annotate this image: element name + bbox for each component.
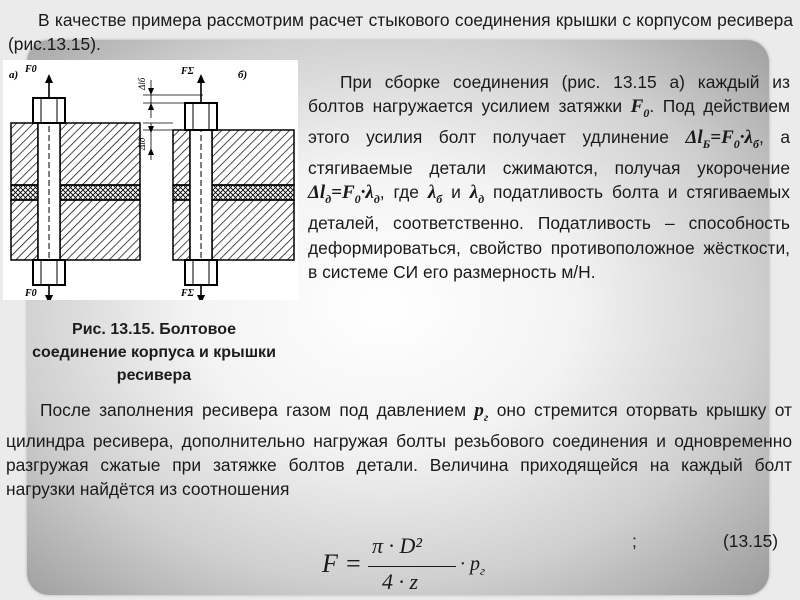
- formula-denominator: 4 · z: [382, 569, 419, 594]
- force-fsigma-bottom-label: FΣ: [181, 288, 194, 299]
- formula-lhs: F =: [322, 549, 362, 578]
- formula-separator: ;: [632, 531, 637, 551]
- shortening-formula: $\Delta l_д=F_0\cdot\lambda_д$: [308, 182, 380, 207]
- equation-number: (13.15): [723, 531, 779, 551]
- force-f0-top-label: F0: [25, 64, 37, 75]
- elongation-formula: $\Delta l_Б=F_0\cdot\lambda_б$: [685, 127, 759, 151]
- assembly-a: [11, 74, 140, 300]
- assembly-b: [173, 74, 294, 300]
- dimension-label-lb: Δlб: [137, 77, 147, 90]
- figure-label-a: а): [9, 69, 19, 81]
- f0-symbol: $F_0$: [630, 96, 650, 120]
- lambda-d-symbol: $\lambda_д$: [469, 182, 485, 207]
- pg-symbol: $p_г$: [474, 400, 489, 424]
- lambda-b-symbol: $\lambda_б$: [427, 182, 443, 207]
- bolted-joint-drawing: [3, 60, 298, 300]
- load-formula: [320, 533, 486, 595]
- intro-paragraph: В качестве примера рассмотрим расчет стыкового соединения крышки с корпусом ресивера (рис.13.15).: [8, 10, 793, 55]
- figure-label-b: б): [238, 69, 248, 81]
- force-fsigma-top-label: FΣ: [181, 66, 194, 77]
- pressure-paragraph: После заполнения ресивера газом под давлением $p_г$ оно стремится оторвать крышку от цилиндра ресивера, дополнительно нагружая болты резьбового соединения и одновременно разгружая сжатые при затяжке болтов детали. Величина приходящейся на каждый болт нагрузки найдётся из соотношения: [6, 400, 792, 500]
- formula-numerator: π · D²: [372, 533, 423, 558]
- formula-tail: · $p_г$: [460, 553, 486, 578]
- figure-caption: Рис. 13.15. Болтовое соединение корпуса и крышки ресивера: [32, 321, 276, 384]
- bolted-joint-figure: [3, 60, 298, 300]
- force-f0-bottom-label: F0: [25, 288, 37, 299]
- assembly-paragraph: При сборке соединения (рис. 13.15 а) каждый из болтов нагружается усилием затяжки $F_0$. Под действием этого усилия болт получает удлинение $\Delta l_Б=F_0\cdot\lambda_б$, а стягиваемые детали сжимаются, получая укорочение $\Delta l_д=F_0\cdot\lambda_д$, где $\lambda_б$ и $\lambda_д$ податливость болта и стягиваемых деталей, соответственно. Податливость – способность деформироваться, свойство противоположное жёсткости, в системе СИ его размерность м/Н.: [308, 72, 790, 282]
- fraction-bar: [368, 566, 456, 567]
- dimension-label-ld: Δlд: [137, 137, 147, 150]
